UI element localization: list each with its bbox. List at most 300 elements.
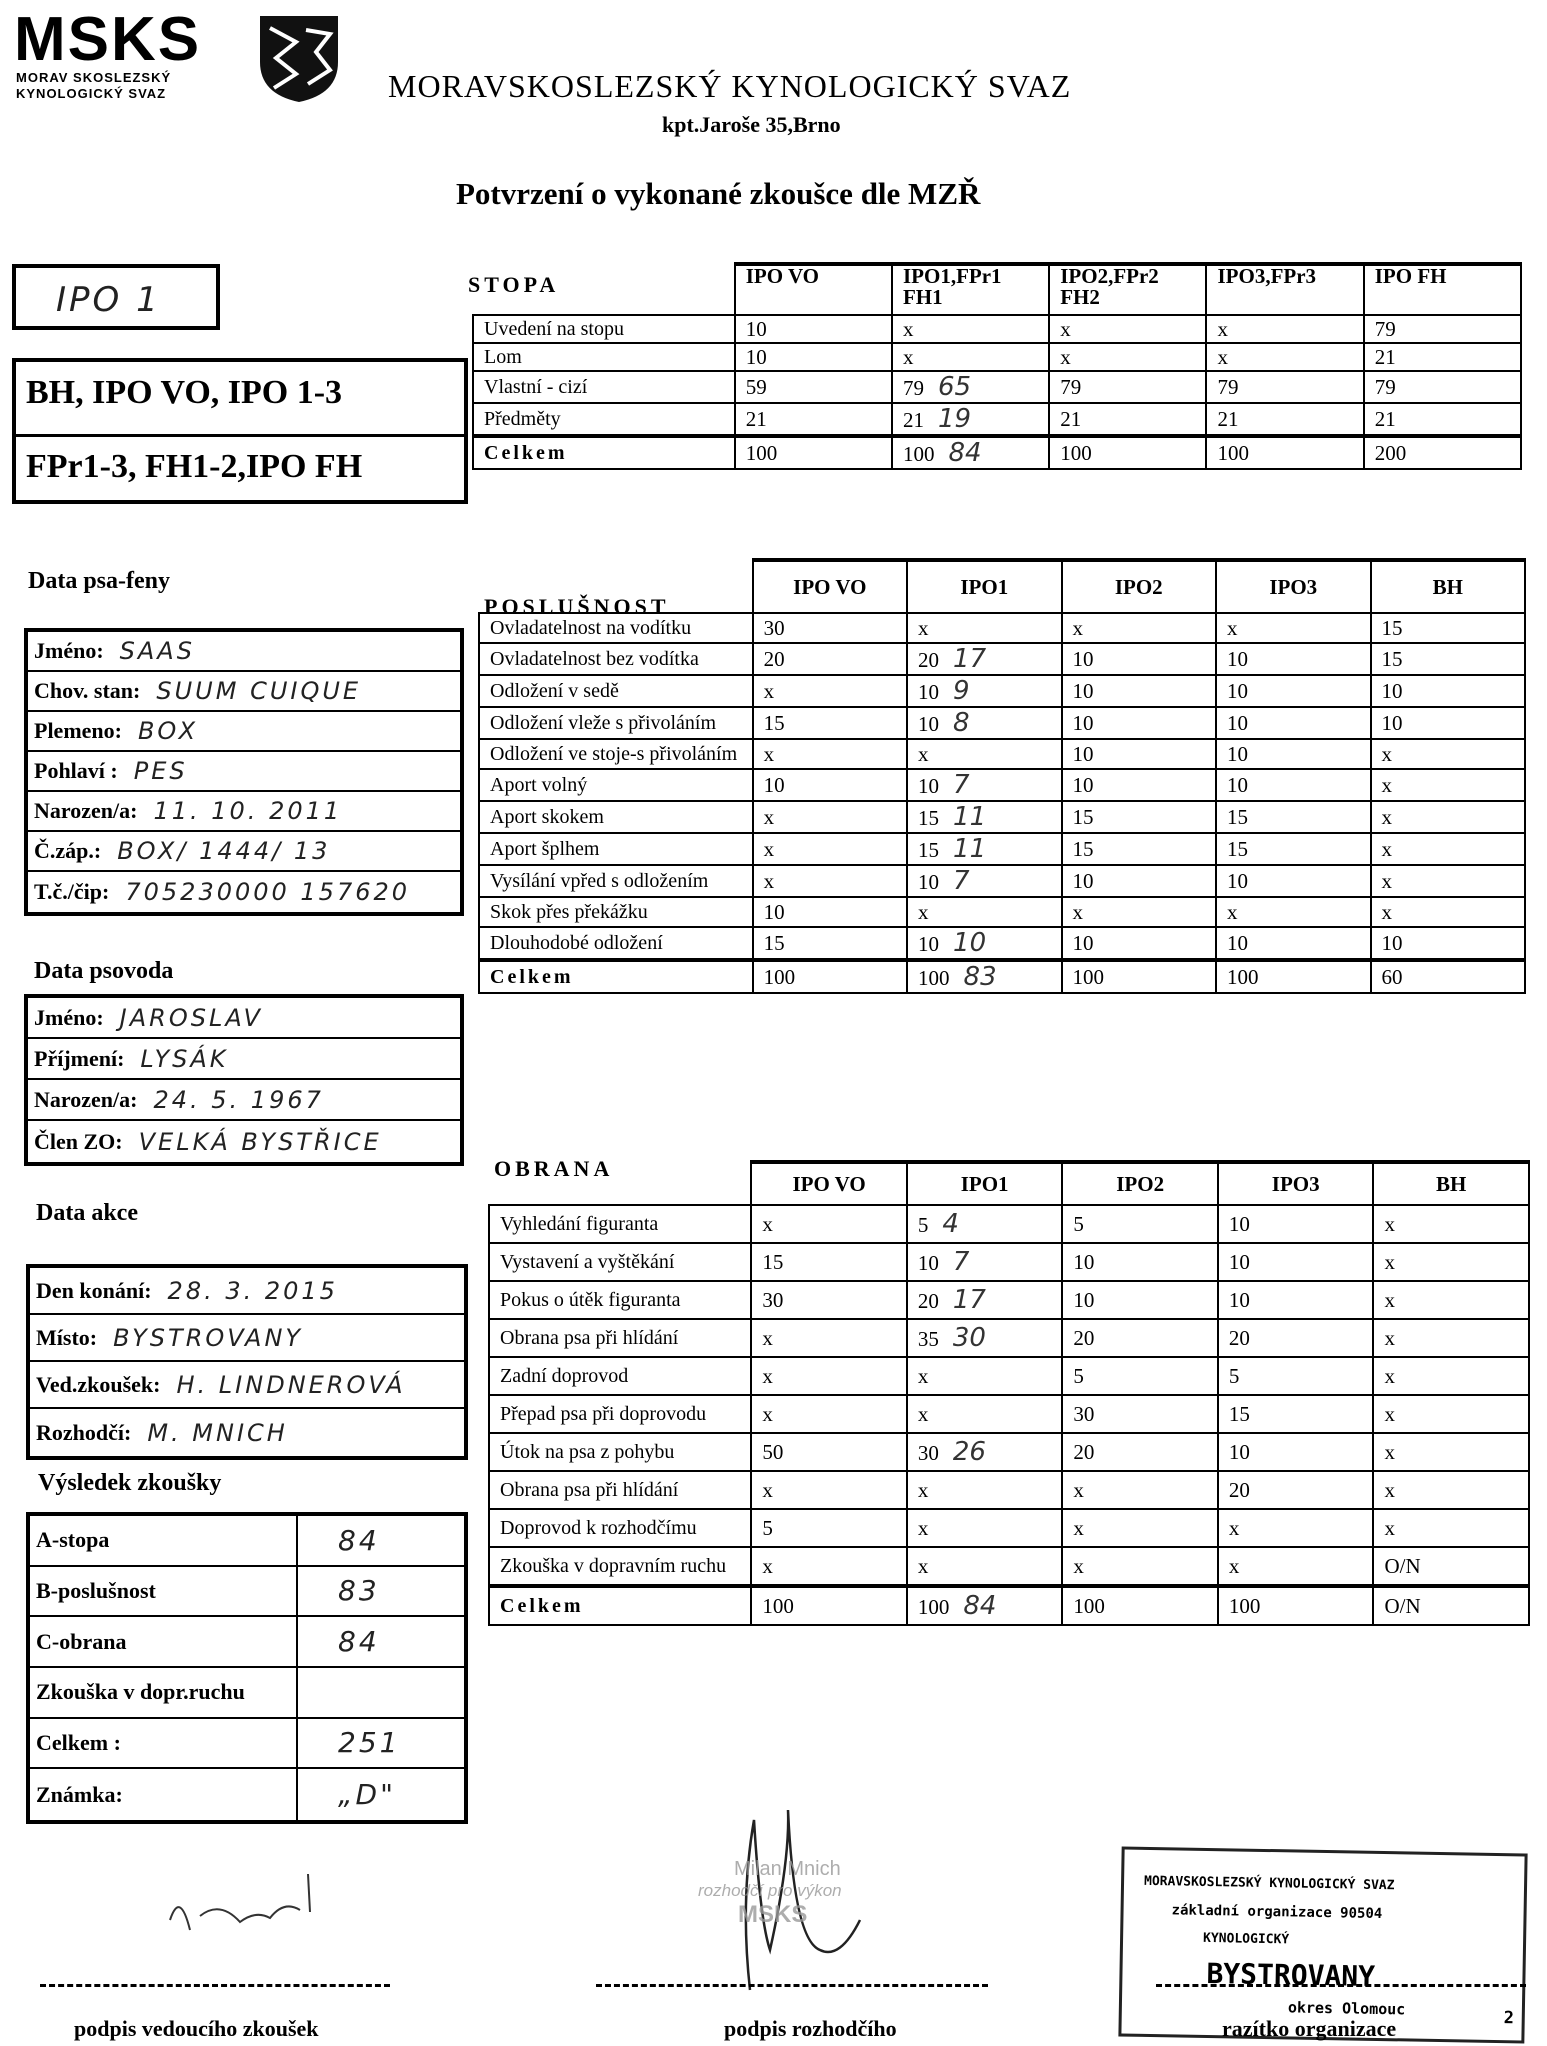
obrana-cell bbox=[907, 1243, 1063, 1281]
event-row-value: M. MNICH bbox=[147, 1418, 288, 1447]
obrana-row bbox=[489, 1319, 1529, 1357]
poslusnost-cell-value: 10 bbox=[918, 870, 940, 894]
stamp-line2: základní organizace 90504 bbox=[1171, 1902, 1383, 1923]
poslusnost-row bbox=[479, 927, 1525, 960]
poslusnost-cell bbox=[1371, 833, 1526, 865]
stamp-line bbox=[1156, 1984, 1526, 1987]
poslusnost-cell bbox=[753, 865, 907, 897]
stopa-cell-value: 79 bbox=[1374, 374, 1396, 399]
poslusnost-cell-value: 15 bbox=[1072, 804, 1094, 829]
poslusnost-cell-value: 20 bbox=[918, 648, 940, 672]
obrana-cell-value: 10 bbox=[1228, 1439, 1250, 1464]
stopa-col-header: IPO1,FPr1 FH1 bbox=[892, 264, 1049, 315]
poslusnost-cell-value: 10 bbox=[1381, 930, 1403, 955]
categories-line1: BH, IPO VO, IPO 1-3 bbox=[26, 374, 343, 411]
poslusnost-handwritten-score: 10 bbox=[953, 928, 987, 958]
obrana-cell-value: x bbox=[917, 1553, 929, 1578]
handler-row bbox=[28, 998, 460, 1039]
result-row-label: C-obrana bbox=[30, 1617, 298, 1666]
stopa-row bbox=[473, 315, 1521, 343]
obrana-row-label: Pokus o útěk figuranta bbox=[489, 1281, 751, 1319]
stopa-cell bbox=[1206, 403, 1363, 436]
poslusnost-handwritten-score: 11 bbox=[953, 802, 987, 832]
result-row-value: 251 bbox=[338, 1726, 401, 1760]
poslusnost-cell bbox=[907, 897, 1061, 927]
obrana-row bbox=[489, 1547, 1529, 1586]
obrana-cell bbox=[751, 1205, 907, 1243]
obrana-table bbox=[488, 1160, 1530, 1626]
org-heading: MORAVSKOSLEZSKÝ KYNOLOGICKÝ SVAZ bbox=[388, 68, 1072, 104]
stopa-cell bbox=[892, 403, 1049, 436]
judge-stamp-role: rozhodčí pro výkon bbox=[698, 1881, 842, 1900]
poslusnost-cell-value: 10 bbox=[1227, 710, 1249, 735]
stopa-cell-value: x bbox=[1060, 316, 1071, 341]
obrana-cell-value: x bbox=[1384, 1287, 1395, 1312]
stopa-cell bbox=[1049, 436, 1206, 469]
obrana-row-label: Obrana psa při hlídání bbox=[489, 1471, 751, 1509]
poslusnost-cell bbox=[1371, 960, 1526, 993]
organization-stamp bbox=[1118, 1846, 1527, 2043]
obrana-cell bbox=[1218, 1281, 1374, 1319]
stopa-cell bbox=[735, 343, 892, 371]
obrana-cell bbox=[751, 1509, 907, 1547]
poslusnost-cell bbox=[1062, 960, 1216, 993]
poslusnost-row bbox=[479, 897, 1525, 927]
poslusnost-row-label: Ovladatelnost na vodítku bbox=[479, 613, 753, 643]
obrana-cell-value: 30 bbox=[1073, 1401, 1095, 1426]
obrana-row bbox=[489, 1509, 1529, 1547]
obrana-cell-value: x bbox=[1384, 1515, 1395, 1540]
stopa-cell bbox=[1049, 371, 1206, 403]
poslusnost-col-header: IPO VO bbox=[753, 560, 907, 613]
poslusnost-cell bbox=[1371, 739, 1526, 769]
obrana-cell bbox=[1062, 1395, 1218, 1433]
dog-row-label: Plemeno: bbox=[34, 718, 122, 743]
poslusnost-cell bbox=[907, 865, 1061, 897]
dog-row-value: SAAS bbox=[119, 637, 195, 665]
obrana-cell bbox=[1062, 1243, 1218, 1281]
obrana-cell bbox=[1218, 1357, 1374, 1395]
stopa-cell-value: 100 bbox=[1060, 440, 1092, 465]
exam-type-box bbox=[12, 264, 220, 330]
poslusnost-cell-value: x bbox=[918, 615, 929, 640]
poslusnost-cell-value: 10 bbox=[1072, 646, 1094, 671]
logo-line1: MORAV SKOSLEZSKÝ bbox=[16, 70, 172, 85]
poslusnost-cell-value: 15 bbox=[763, 710, 785, 735]
poslusnost-cell bbox=[1062, 927, 1216, 960]
event-row bbox=[30, 1362, 464, 1409]
obrana-cell bbox=[1373, 1433, 1529, 1471]
dog-row-label: Chov. stan: bbox=[34, 678, 141, 703]
obrana-row bbox=[489, 1281, 1529, 1319]
poslusnost-cell bbox=[1062, 897, 1216, 927]
msks-logo bbox=[14, 5, 344, 108]
obrana-cell bbox=[1218, 1547, 1374, 1586]
obrana-cell bbox=[907, 1586, 1063, 1625]
poslusnost-cell bbox=[907, 833, 1061, 865]
obrana-cell bbox=[751, 1433, 907, 1471]
poslusnost-cell bbox=[1371, 675, 1526, 707]
poslusnost-cell-value: x bbox=[1381, 741, 1392, 766]
poslusnost-handwritten-score: 7 bbox=[953, 770, 970, 800]
poslusnost-handwritten-score: 8 bbox=[953, 708, 970, 738]
coat-of-arms-icon bbox=[256, 12, 342, 104]
stopa-cell-value: 10 bbox=[745, 316, 767, 341]
stopa-cell-value: x bbox=[1217, 316, 1228, 341]
poslusnost-cell bbox=[907, 739, 1061, 769]
handler-row-label: Člen ZO: bbox=[34, 1128, 123, 1154]
poslusnost-cell bbox=[1216, 865, 1370, 897]
obrana-cell bbox=[1062, 1433, 1218, 1471]
poslusnost-cell-value: x bbox=[918, 741, 929, 766]
stopa-cell bbox=[735, 403, 892, 436]
result-row-value: 84 bbox=[338, 1625, 380, 1659]
result-row bbox=[30, 1516, 464, 1567]
poslusnost-cell-value: x bbox=[918, 899, 929, 924]
org-address: kpt.Jaroše 35,Brno bbox=[662, 112, 841, 137]
obrana-handwritten-score: 17 bbox=[952, 1285, 986, 1315]
stamp-line5: okres Olomouc bbox=[1287, 1998, 1406, 2019]
poslusnost-col-header: IPO2 bbox=[1062, 560, 1216, 613]
stopa-table bbox=[472, 262, 1522, 470]
obrana-cell-value: O/N bbox=[1384, 1593, 1421, 1618]
obrana-handwritten-score: 7 bbox=[952, 1247, 970, 1277]
stopa-row bbox=[473, 403, 1521, 436]
poslusnost-cell bbox=[907, 801, 1061, 833]
obrana-cell bbox=[1218, 1509, 1374, 1547]
obrana-cell bbox=[1373, 1547, 1529, 1586]
stopa-cell-value: 79 bbox=[902, 376, 924, 400]
handler-row-label: Příjmení: bbox=[34, 1045, 125, 1071]
obrana-row-label: Celkem bbox=[489, 1586, 751, 1625]
poslusnost-cell bbox=[907, 769, 1061, 801]
obrana-cell bbox=[1373, 1243, 1529, 1281]
poslusnost-cell bbox=[1371, 865, 1526, 897]
page-title: Potvrzení o vykonané zkoušce dle MZŘ bbox=[456, 176, 981, 211]
poslusnost-handwritten-score: 11 bbox=[953, 834, 987, 864]
judge-signature-line bbox=[596, 1984, 988, 1987]
stopa-cell-value: 59 bbox=[745, 374, 767, 399]
obrana-cell bbox=[1373, 1509, 1529, 1547]
obrana-cell bbox=[751, 1471, 907, 1509]
event-data-box bbox=[26, 1264, 468, 1460]
result-heading: Výsledek zkoušky bbox=[38, 1470, 222, 1496]
poslusnost-cell-value: 10 bbox=[918, 712, 940, 736]
poslusnost-row bbox=[479, 769, 1525, 801]
poslusnost-row bbox=[479, 643, 1525, 675]
poslusnost-row bbox=[479, 865, 1525, 897]
poslusnost-cell bbox=[1062, 769, 1216, 801]
poslusnost-row-label: Odložení ve stoje-s přivoláním bbox=[479, 739, 753, 769]
dog-row-value: BOX bbox=[137, 717, 199, 745]
obrana-cell-value: 100 bbox=[762, 1593, 794, 1618]
poslusnost-header-blank bbox=[479, 560, 753, 613]
obrana-cell bbox=[1373, 1205, 1529, 1243]
stopa-cell-value: x bbox=[1217, 344, 1228, 369]
poslusnost-cell-value: 10 bbox=[1227, 868, 1249, 893]
poslusnost-title: POSLUŠNOST bbox=[484, 594, 670, 619]
poslusnost-cell-value: 10 bbox=[1072, 868, 1094, 893]
poslusnost-cell bbox=[1371, 707, 1526, 739]
stopa-handwritten-score: 19 bbox=[937, 404, 972, 434]
obrana-cell-value: x bbox=[762, 1477, 773, 1502]
stopa-cell-value: 21 bbox=[1217, 406, 1239, 431]
obrana-cell bbox=[1373, 1586, 1529, 1625]
poslusnost-cell-value: x bbox=[1381, 899, 1392, 924]
stopa-header-blank bbox=[473, 264, 735, 315]
poslusnost-cell bbox=[753, 927, 907, 960]
poslusnost-row-label: Dlouhodobé odložení bbox=[479, 927, 753, 960]
obrana-cell-value: 20 bbox=[1073, 1439, 1095, 1464]
handler-data-box bbox=[24, 994, 464, 1166]
poslusnost-cell bbox=[907, 960, 1061, 993]
poslusnost-cell-value: 10 bbox=[1227, 678, 1249, 703]
poslusnost-cell bbox=[1062, 865, 1216, 897]
obrana-cell bbox=[907, 1433, 1063, 1471]
obrana-cell bbox=[1218, 1471, 1374, 1509]
handler-row-value: VELKÁ BYSTŘICE bbox=[138, 1127, 382, 1156]
stopa-cell-value: 100 bbox=[745, 440, 778, 465]
stopa-cell-value: 21 bbox=[1374, 406, 1396, 431]
poslusnost-header-row bbox=[479, 560, 1525, 613]
stopa-row bbox=[473, 371, 1521, 403]
poslusnost-cell-value: 15 bbox=[1072, 836, 1094, 861]
obrana-cell bbox=[751, 1586, 907, 1625]
obrana-cell-value: 50 bbox=[762, 1439, 784, 1464]
poslusnost-cell-value: x bbox=[1072, 899, 1084, 924]
result-row-value: „D" bbox=[338, 1778, 396, 1812]
stopa-title: STOPA bbox=[468, 272, 560, 297]
event-row-label: Rozhodčí: bbox=[36, 1419, 132, 1445]
obrana-cell-value: 5 bbox=[917, 1213, 929, 1237]
obrana-cell bbox=[751, 1357, 907, 1395]
obrana-cell-value: x bbox=[1384, 1477, 1395, 1502]
poslusnost-cell-value: 15 bbox=[1381, 615, 1403, 640]
obrana-cell-value: x bbox=[1073, 1477, 1084, 1502]
obrana-cell-value: 30 bbox=[762, 1287, 784, 1312]
obrana-handwritten-score: 84 bbox=[963, 1591, 997, 1621]
obrana-cell bbox=[751, 1395, 907, 1433]
logo-line2: KYNOLOGICKÝ SVAZ bbox=[16, 86, 167, 101]
poslusnost-cell-value: x bbox=[1381, 804, 1392, 829]
obrana-cell-value: 100 bbox=[1073, 1593, 1105, 1618]
dog-row bbox=[28, 632, 460, 672]
poslusnost-row bbox=[479, 960, 1525, 993]
poslusnost-cell bbox=[907, 613, 1061, 643]
poslusnost-cell bbox=[753, 675, 907, 707]
stopa-col-header: IPO FH bbox=[1364, 264, 1521, 315]
obrana-cell-value: x bbox=[762, 1401, 773, 1426]
stamp-line1: MORAVSKOSLEZSKÝ KYNOLOGICKÝ SVAZ bbox=[1143, 1873, 1395, 1894]
event-row-label: Den konání: bbox=[36, 1277, 152, 1303]
poslusnost-cell bbox=[753, 801, 907, 833]
result-row-label: Celkem : bbox=[30, 1719, 298, 1768]
handler-row-value: JAROSLAV bbox=[119, 1003, 263, 1032]
poslusnost-cell-value: 20 bbox=[763, 646, 785, 671]
obrana-cell bbox=[907, 1281, 1063, 1319]
obrana-cell-value: x bbox=[1384, 1439, 1395, 1464]
poslusnost-cell bbox=[1216, 927, 1370, 960]
poslusnost-cell-value: 10 bbox=[918, 774, 940, 798]
obrana-row-label: Vyhledání figuranta bbox=[489, 1205, 751, 1243]
poslusnost-cell-value: x bbox=[763, 678, 775, 703]
result-row-value: 84 bbox=[338, 1523, 380, 1557]
obrana-cell-value: x bbox=[917, 1515, 929, 1540]
stopa-row-label: Lom bbox=[473, 343, 735, 371]
stopa-cell bbox=[1364, 436, 1521, 469]
obrana-cell bbox=[1218, 1586, 1374, 1625]
poslusnost-cell-value: x bbox=[763, 804, 775, 829]
obrana-cell-value: 35 bbox=[917, 1327, 939, 1351]
judge-stamp bbox=[698, 1858, 842, 1929]
poslusnost-cell bbox=[1062, 613, 1216, 643]
event-row bbox=[30, 1315, 464, 1362]
stopa-cell-value: 79 bbox=[1060, 374, 1082, 399]
poslusnost-cell bbox=[1371, 613, 1526, 643]
obrana-row bbox=[489, 1433, 1529, 1471]
obrana-row bbox=[489, 1471, 1529, 1509]
poslusnost-cell-value: 10 bbox=[1381, 710, 1403, 735]
obrana-cell-value: 30 bbox=[917, 1441, 939, 1465]
poslusnost-cell bbox=[1216, 960, 1370, 993]
result-row-value: 83 bbox=[338, 1574, 380, 1608]
dog-row-label: Pohlaví : bbox=[34, 758, 118, 783]
poslusnost-cell-value: x bbox=[1381, 868, 1392, 893]
stopa-col-header: IPO3,FPr3 bbox=[1206, 264, 1363, 315]
obrana-cell bbox=[1218, 1205, 1374, 1243]
result-row bbox=[30, 1668, 464, 1719]
dog-data-box bbox=[24, 628, 464, 916]
obrana-col-header: IPO VO bbox=[751, 1162, 907, 1205]
obrana-row-label: Přepad psa při doprovodu bbox=[489, 1395, 751, 1433]
stopa-cell bbox=[1206, 371, 1363, 403]
obrana-cell-value: x bbox=[917, 1401, 929, 1426]
poslusnost-cell bbox=[1216, 739, 1370, 769]
handler-row bbox=[28, 1039, 460, 1080]
event-row-value: H. LINDNEROVÁ bbox=[176, 1370, 406, 1399]
poslusnost-cell bbox=[1371, 927, 1526, 960]
poslusnost-cell bbox=[753, 833, 907, 865]
poslusnost-cell-value: x bbox=[763, 868, 775, 893]
obrana-cell-value: 15 bbox=[1228, 1401, 1250, 1426]
page-number: 2 bbox=[1503, 2008, 1515, 2029]
stopa-cell bbox=[1206, 315, 1363, 343]
handler-row bbox=[28, 1121, 460, 1162]
poslusnost-cell bbox=[1216, 643, 1370, 675]
obrana-cell-value: 5 bbox=[1073, 1211, 1084, 1236]
stopa-cell bbox=[892, 371, 1049, 403]
result-row-label: A-stopa bbox=[30, 1516, 298, 1565]
stopa-handwritten-score: 84 bbox=[948, 438, 982, 468]
poslusnost-cell bbox=[1062, 643, 1216, 675]
poslusnost-row-label: Aport šplhem bbox=[479, 833, 753, 865]
poslusnost-cell-value: x bbox=[763, 741, 775, 766]
obrana-row bbox=[489, 1357, 1529, 1395]
poslusnost-cell-value: 15 bbox=[763, 930, 785, 955]
dog-row-value: 11. 10. 2011 bbox=[153, 797, 343, 825]
stopa-row-label: Uvedení na stopu bbox=[473, 315, 735, 343]
obrana-row bbox=[489, 1586, 1529, 1625]
poslusnost-row bbox=[479, 613, 1525, 643]
obrana-row bbox=[489, 1243, 1529, 1281]
obrana-row-label: Vystavení a vyštěkání bbox=[489, 1243, 751, 1281]
poslusnost-cell bbox=[1216, 613, 1370, 643]
dog-row-label: T.č./čip: bbox=[34, 879, 110, 904]
judge-signature-label: podpis rozhodčího bbox=[724, 2016, 897, 2041]
obrana-cell-value: x bbox=[762, 1211, 773, 1236]
poslusnost-cell-value: 10 bbox=[1227, 741, 1249, 766]
categories-box bbox=[12, 358, 468, 504]
dog-row-value: BOX/ 1444/ 13 bbox=[117, 837, 331, 865]
obrana-cell bbox=[1062, 1586, 1218, 1625]
obrana-cell-value: x bbox=[1228, 1515, 1240, 1540]
obrana-cell-value: 20 bbox=[1228, 1325, 1250, 1350]
event-row-label: Ved.zkoušek: bbox=[36, 1371, 161, 1397]
dog-row-label: Jméno: bbox=[34, 638, 104, 663]
obrana-cell bbox=[1373, 1395, 1529, 1433]
poslusnost-cell-value: 10 bbox=[918, 680, 940, 704]
obrana-cell-value: 100 bbox=[917, 1595, 950, 1619]
obrana-col-header: IPO1 bbox=[907, 1162, 1063, 1205]
stopa-cell bbox=[1364, 371, 1521, 403]
stopa-cell bbox=[735, 315, 892, 343]
poslusnost-cell-value: x bbox=[1381, 772, 1392, 797]
poslusnost-cell-value: x bbox=[1227, 899, 1238, 924]
stopa-cell-value: 21 bbox=[1060, 406, 1082, 431]
obrana-cell-value: 5 bbox=[762, 1515, 773, 1540]
dog-row bbox=[28, 712, 460, 752]
handler-row-label: Jméno: bbox=[34, 1004, 104, 1030]
obrana-cell-value: 20 bbox=[1073, 1325, 1095, 1350]
result-box bbox=[26, 1512, 468, 1824]
poslusnost-cell-value: 15 bbox=[1227, 804, 1249, 829]
stopa-cell-value: 21 bbox=[1374, 344, 1396, 369]
obrana-cell bbox=[1218, 1243, 1374, 1281]
poslusnost-cell bbox=[907, 675, 1061, 707]
poslusnost-cell-value: 10 bbox=[1227, 772, 1249, 797]
poslusnost-cell bbox=[753, 707, 907, 739]
handler-row bbox=[28, 1080, 460, 1121]
poslusnost-cell-value: 10 bbox=[918, 932, 940, 956]
poslusnost-cell-value: x bbox=[763, 836, 775, 861]
stopa-row-label: Celkem bbox=[473, 436, 735, 469]
stopa-cell bbox=[892, 315, 1049, 343]
stamp-line4: BYSTROVANY bbox=[1206, 1956, 1376, 1993]
obrana-cell-value: x bbox=[1073, 1553, 1084, 1578]
obrana-cell bbox=[1062, 1319, 1218, 1357]
stopa-cell-value: 21 bbox=[745, 406, 767, 431]
obrana-cell bbox=[1373, 1471, 1529, 1509]
poslusnost-row-label: Celkem bbox=[479, 960, 753, 993]
stopa-handwritten-score: 65 bbox=[937, 372, 972, 402]
obrana-title: OBRANA bbox=[494, 1156, 614, 1181]
obrana-cell-value: 20 bbox=[917, 1289, 939, 1313]
poslusnost-cell bbox=[1216, 707, 1370, 739]
obrana-cell-value: x bbox=[1228, 1553, 1240, 1578]
dog-row-label: Č.záp.: bbox=[34, 838, 102, 863]
stopa-cell bbox=[892, 436, 1049, 469]
stopa-cell bbox=[1206, 436, 1363, 469]
poslusnost-handwritten-score: 17 bbox=[953, 644, 987, 674]
obrana-cell-value: 10 bbox=[1073, 1249, 1095, 1274]
poslusnost-cell-value: 100 bbox=[918, 966, 950, 990]
stopa-cell bbox=[1364, 315, 1521, 343]
poslusnost-cell-value: 15 bbox=[918, 806, 940, 830]
dog-row bbox=[28, 872, 460, 912]
poslusnost-cell-value: x bbox=[1381, 836, 1392, 861]
obrana-cell bbox=[1062, 1205, 1218, 1243]
obrana-cell bbox=[1218, 1433, 1374, 1471]
